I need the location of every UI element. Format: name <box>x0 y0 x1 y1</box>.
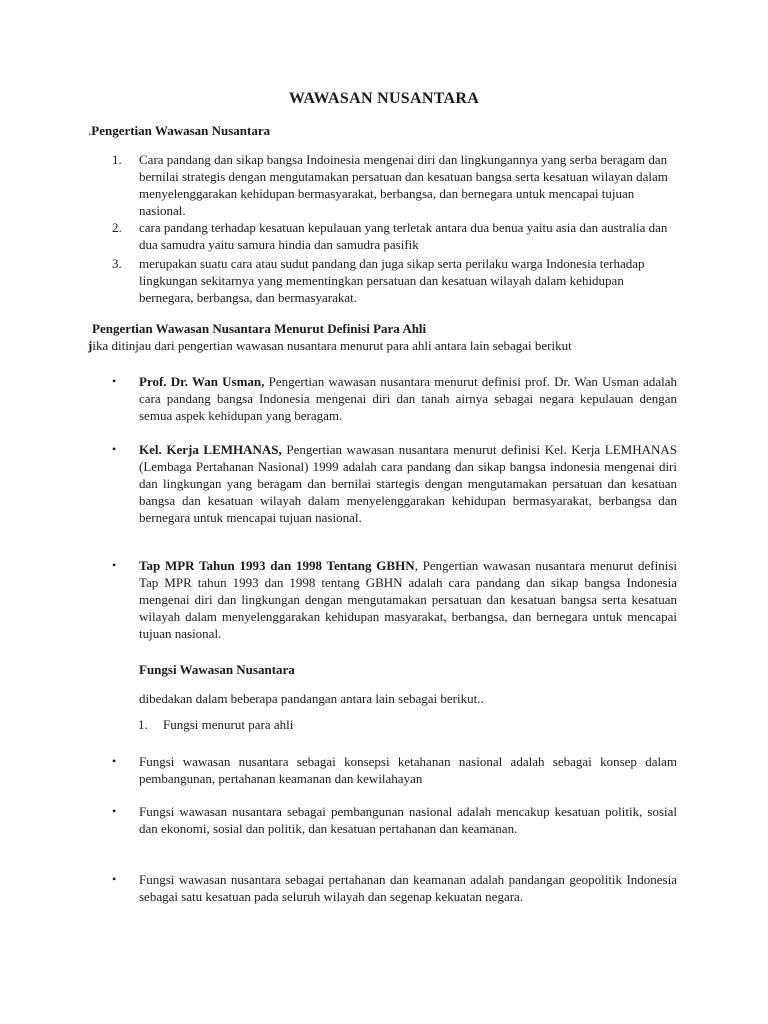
list-item: • Fungsi wawasan nusantara sebagai pembangunan nasional adalah mencakup kesatuan politik, sosial dan ekonomi, sosial dan politik, dan kesatuan pertahanan dan keamanan. <box>112 804 677 836</box>
section-heading-pengertian: .Pengertian Wawasan Nusantara <box>88 123 271 138</box>
bullet-icon: • <box>112 558 117 572</box>
sub-list-item: 1. Fungsi menurut para ahli <box>138 717 294 732</box>
list-item: • Kel. Kerja LEMHANAS, Pengertian wawasan nusantara menurut definisi Kel. Kerja LEMHANAS (Lembaga Pertahanan Nasional) 1999 adalah cara pandang dan sikap bangsa indonesia mengenai diri dan lingkungan yang beragam dan bernilai startegis dengan mengutamakan persatuan dan kesatuan bangsa dan kesatuan wilayah dalam menyelenggarakan kehidupan bermasyarakat, berbangsa dan bernegara untuk mencapai tujuan nasional. <box>112 442 677 525</box>
bullet-icon: • <box>112 804 117 818</box>
page-title: WAWASAN NUSANTARA <box>288 90 480 107</box>
bullet-icon: • <box>112 872 117 886</box>
bullet-icon: • <box>112 442 117 456</box>
section-heading-fungsi: Fungsi Wawasan Nusantara <box>139 662 295 677</box>
section-intro: dibedakan dalam beberapa pandangan antara lain sebagai berikut.. <box>139 691 484 706</box>
definition-list <box>112 151 677 306</box>
bullet-icon: • <box>112 374 117 388</box>
list-item: 3. merupakan suatu cara atau sudut pandang dan juga sikap serta perilaku warga Indonesia terhadap lingkungan sekitarnya yang mementingkan persatuan dan kesatuan wilayah dalam kehidupan bernegara, berbangsa, dan bermasyarakat. <box>112 256 645 305</box>
list-item: • Fungsi wawasan nusantara sebagai konsepsi ketahanan nasional adalah sebagai konsep dalam pembangunan, pertahanan keamanan dan kewilahayan <box>112 754 677 786</box>
section-intro: jika ditinjau dari pengertian wawasan nusantara menurut para ahli antara lain sebagai berikut <box>88 338 572 353</box>
list-item: • Tap MPR Tahun 1993 dan 1998 Tentang GBHN, Pengertian wawasan nusantara menurut definisi Tap MPR tahun 1993 dan 1998 tentang GBHN adalah cara pandang dan sikap bangsa Indonesia mengenai diri dan lingkungan dengan mengutamakan persatuan dan kesatuan bangsa serta kesatuan wilayah dalam menyelenggarakan kehidupan masyarakat, berbangsa, dan bernegara untuk mencapai tujuan nasional. <box>112 558 677 641</box>
list-item: 1. Cara pandang dan sikap bangsa Indoinesia mengenai diri dan lingkungannya yang serba beragam dan bernilai strategis dengan mengutamakan persatuan dan kesatuan bangsa serta kesatuan wilayan dalam menyelenggarakan kehidupan bermasyarakat, berbangsa, dan bernegara untuk mencapai tujuan nasional. <box>112 152 668 218</box>
list-item: • Fungsi wawasan nusantara sebagai pertahanan dan keamanan adalah pandangan geopolitik Indonesia sebagai satu kesatuan pada seluruh wilayah dan segenap kekuatan negara. <box>112 872 677 904</box>
bullet-icon: • <box>112 754 117 768</box>
section-heading-para-ahli: Pengertian Wawasan Nusantara Menurut Definisi Para Ahli <box>92 321 427 336</box>
list-item: • Prof. Dr. Wan Usman, Pengertian wawasan nusantara menurut definisi prof. Dr. Wan Usman adalah cara pandang bangsa Indonesia mengenai diri dan tanah airnya sebagai negara kepulauan dengan semua aspek kehidupan yang beragam. <box>112 374 677 423</box>
list-item: 2. cara pandang terhadap kesatuan kepulauan yang terletak antara dua benua yaitu asia dan australia dan dua samudra yaitu samura hindia dan samudra pasifik <box>112 220 668 252</box>
